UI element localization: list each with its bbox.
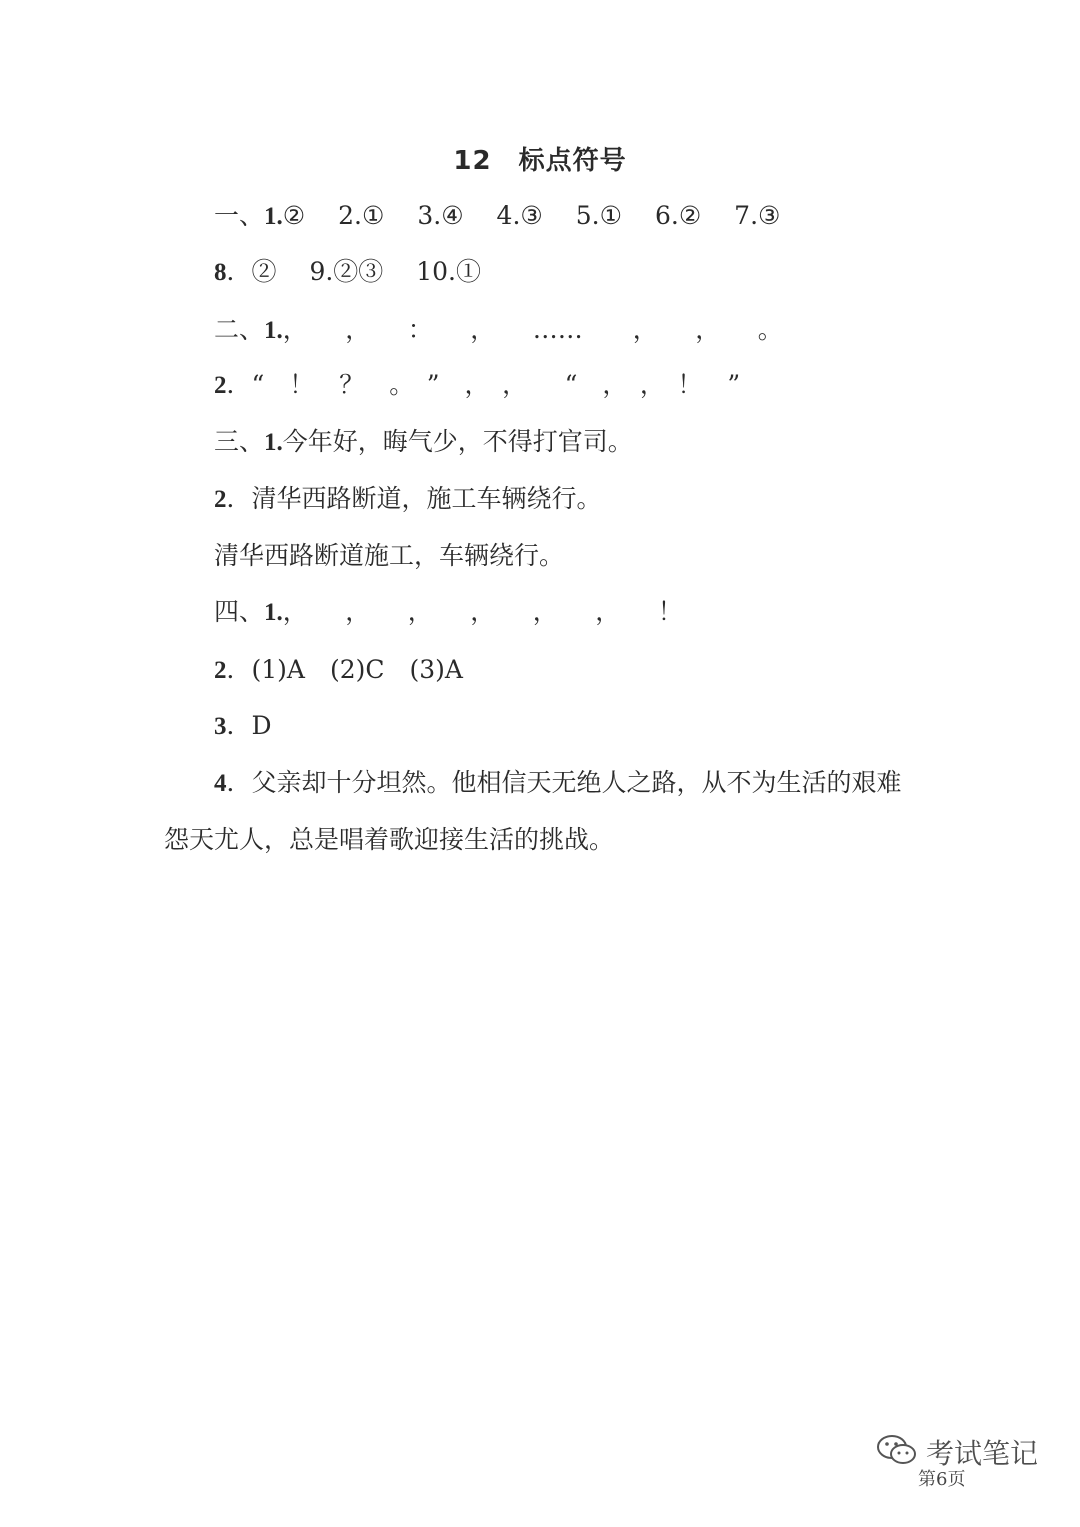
answer-line [164,822,614,859]
page-title: 12 标点符号 [453,146,627,176]
page-number: 第6页 [918,1469,966,1490]
item-number: 1. [264,317,283,344]
item-number: 1. [264,203,283,230]
section-prefix: 一、 [214,201,265,230]
answer-text: ．② 9.②③ 10.① [226,257,482,286]
answer-text: ．“ ！ ？ 。 ” ， ， “ ， ， ！ ” [226,370,741,399]
section-prefix: 四、 [214,597,265,626]
answer-text: 怨天尤人，总是唱着歌迎接生活的挑战。 [164,825,615,854]
section-prefix: 二、 [214,315,265,344]
item-number: 1. [264,599,283,626]
answer-text: 今年好，晦气少，不得打官司。 [282,427,633,456]
answer-text: ．D [226,711,272,740]
answer-line [214,594,683,631]
item-number: 3 [214,713,227,740]
answer-text: ．父亲却十分坦然。他相信天无绝人之路，从不为生活的艰难 [226,768,902,797]
answer-text: ．清华西路断道，施工车辆绕行。 [226,484,602,513]
answer-text: ， ， ： ， …… ， ， 。 [282,315,783,344]
answer-line [214,538,564,575]
answer-text: 清华西路断道施工，车辆绕行。 [214,541,565,570]
item-number: 4 [214,770,227,797]
answer-line [214,708,272,745]
watermark [876,1432,1038,1472]
answer-line [214,198,780,235]
section-prefix: 三、 [214,427,265,456]
wechat-icon [876,1432,918,1472]
answer-line [214,367,740,404]
item-number: 2 [214,372,227,399]
answer-line [214,312,783,349]
answer-line [214,765,902,802]
answer-text: ② 2.① 3.④ 4.③ 5.① 6.② 7.③ [282,201,781,230]
item-number: 2 [214,486,227,513]
answer-line [214,481,602,518]
answer-text: ．(1)A (2)C (3)A [226,655,463,684]
watermark-text: 考试笔记 [926,1437,1039,1470]
answer-line [214,424,633,461]
answer-text: ， ， ， ， ， ， ！ [282,597,683,626]
item-number: 1. [264,429,283,456]
answer-line [214,254,481,291]
answer-line [214,652,463,689]
item-number: 8 [214,259,227,286]
item-number: 2 [214,657,227,684]
